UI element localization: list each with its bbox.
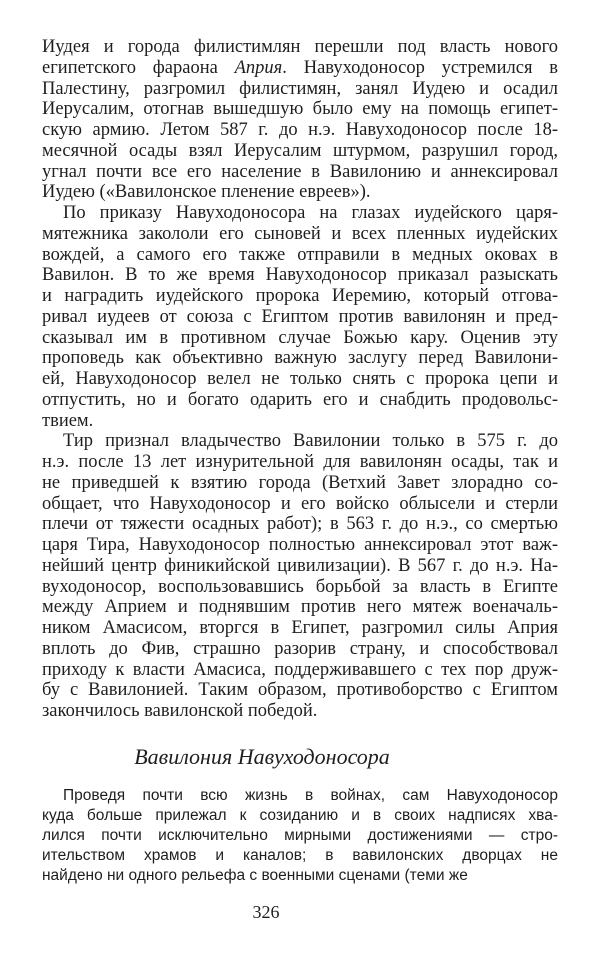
text-line: сказывал им в противном случае Божью кару. Оценив эту xyxy=(42,327,558,348)
text-line: ником Амасисом, вторгся в Египет, разгромил силы Априя xyxy=(42,618,558,638)
text-line: ительством храмов и каналов; в вавилонских дворцах не xyxy=(42,847,558,864)
text-line: не приведшей к взятию города (Ветхий Завет злорадно со- xyxy=(42,472,558,493)
page-number-text: 326 xyxy=(252,902,280,922)
text-line: угнал почти все его население в Вавилонию и аннексировал xyxy=(42,161,558,182)
body-text xyxy=(42,37,558,722)
text-line: Вавилон. В то же время Навуходоносор приказал разыскать xyxy=(42,265,558,286)
page-number xyxy=(0,902,600,923)
section-heading-text: Вавилония Навуходоносора xyxy=(134,744,390,769)
text-line: лился почти исключительно мирными достижениями — стро- xyxy=(42,827,558,844)
text-line: Палестину, разгромил филистимян, занял Иудею и осадил xyxy=(42,78,558,99)
text-line: ей, Навуходоносор велел не только снять с пророка цепи и xyxy=(42,369,558,389)
text-line: скую армию. Летом 587 г. до н.э. Навуходоносор после 18- xyxy=(42,120,558,140)
text-line: египетского фараона Априя. Навуходоносор устремился в xyxy=(42,57,558,78)
text-line: Иудея и города филистимлян перешли под власть нового xyxy=(42,37,558,57)
text-line: месячной осады взял Иерусалим штурмом, разрушил город, xyxy=(42,140,558,161)
text-line: куда больше прилежал к созиданию и в своих надписях хва- xyxy=(42,807,558,824)
text-line: общает, что Навуходоносор и его войско облысели и стерли xyxy=(42,493,558,514)
text-line: приходу к власти Амасиса, поддерживавшего с тех пор друж- xyxy=(42,659,558,680)
text-line: отпустить, но и богато одарить его и снабдить продовольс- xyxy=(42,389,558,410)
text-line: царя Тира, Навуходоносор полностью аннексировал этот важ- xyxy=(42,535,558,555)
text-line: Иерусалим, отогнав вышедшую было ему на помощь египет- xyxy=(42,99,558,120)
text-line: вождей, а самого его также отправили в медных оковах в xyxy=(42,244,558,265)
text-line: проповедь как объективно важную заслугу перед Вавилони- xyxy=(42,348,558,369)
paragraph xyxy=(42,786,558,886)
section-paragraph xyxy=(42,786,558,886)
text-line: вплоть до Фив, страшно разорив страну, и способствовал xyxy=(42,638,558,659)
text-line: н.э. после 13 лет изнурительной для вавилонян осады, так и xyxy=(42,452,558,472)
section-heading xyxy=(0,744,600,770)
text-line: Тир признал владычество Вавилонии только в 575 г. до xyxy=(63,431,558,452)
text-line: между Априем и поднявшим против него мятеж военачаль- xyxy=(42,597,558,618)
text-line: найдено ни одного рельефа с военными сценами (теми же xyxy=(42,867,468,884)
paragraph xyxy=(42,37,558,203)
text-line: ривал иудеев от союза с Египтом против вавилонян и пред- xyxy=(42,306,558,327)
text-line: твием. xyxy=(42,410,94,431)
text-line: и наградить иудейского пророка Иеремию, который отгова- xyxy=(42,286,558,306)
paragraph xyxy=(42,203,558,431)
text-line: закончилось вавилонской победой. xyxy=(42,701,318,721)
text-line: мятежника закололи его сыновей и всех пленных иудейских xyxy=(42,223,558,244)
italic-name: Априя xyxy=(234,57,283,78)
text-line: плечи от тяжести осадных работ); в 563 г. до н.э., со смертью xyxy=(42,514,558,535)
text-line: бу с Вавилонией. Таким образом, противоборство с Египтом xyxy=(42,680,558,701)
text-line: Иудею («Вавилонское пленение евреев»). xyxy=(42,182,371,203)
text-line: Проведя почти всю жизнь в войнах, сам Навуходоносор xyxy=(63,787,558,804)
text-line: нейший центр финикийской цивилизации). В 567 г. до н.э. На- xyxy=(42,555,558,576)
text-line: вуходоносор, воспользовавшись борьбой за власть в Египте xyxy=(42,576,558,597)
text-line: По приказу Навуходоносора на глазах иудейского царя- xyxy=(63,203,558,223)
paragraph xyxy=(42,431,558,722)
